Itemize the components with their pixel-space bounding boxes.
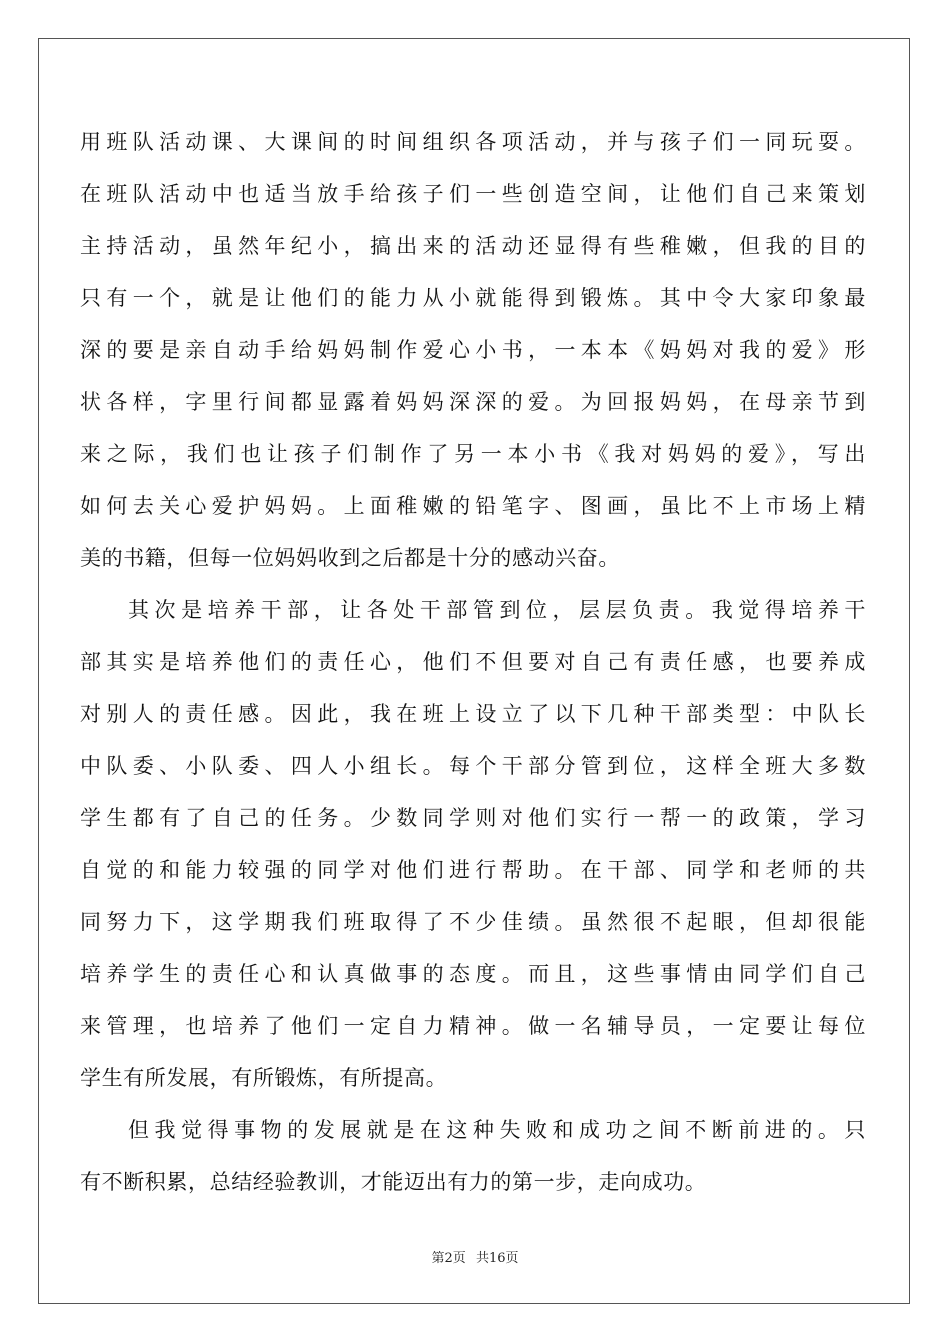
page-footer: [0, 1247, 950, 1266]
text-line: 深的要是亲自动手给妈妈制作爱心小书，一本本《妈妈对我的爱》形: [80, 338, 866, 362]
document-body: [80, 116, 866, 1208]
page-number: 第2页: [431, 1251, 466, 1266]
text-line: 但我觉得事物的发展就是在这种失败和成功之间不断前进的。只: [128, 1118, 866, 1142]
text-line: 中队委、小队委、四人小组长。每个干部分管到位，这样全班大多数: [80, 754, 866, 778]
text-line: 主持活动，虽然年纪小，搞出来的活动还显得有些稚嫩，但我的目的: [80, 234, 866, 258]
text-line: 只有一个，就是让他们的能力从小就能得到锻炼。其中令大家印象最: [80, 286, 866, 310]
text-line: 有不断积累，总结经验教训，才能迈出有力的第一步，走向成功。: [80, 1170, 707, 1194]
text-line: 对别人的责任感。因此，我在班上设立了以下几种干部类型：中队长: [80, 702, 866, 726]
text-line: 状各样，字里行间都显露着妈妈深深的爱。为回报妈妈，在母亲节到: [80, 390, 866, 414]
text-line: 学生都有了自己的任务。少数同学则对他们实行一帮一的政策，学习: [80, 806, 866, 830]
text-line: 来管理，也培养了他们一定自力精神。做一名辅导员，一定要让每位: [80, 1014, 866, 1038]
text-line: 其次是培养干部，让各处干部管到位，层层负责。我觉得培养干: [128, 598, 866, 622]
text-line: 美的书籍，但每一位妈妈收到之后都是十分的感动兴奋。: [80, 546, 620, 570]
text-line: 用班队活动课、大课间的时间组织各项活动，并与孩子们一同玩耍。: [80, 130, 866, 154]
text-line: 培养学生的责任心和认真做事的态度。而且，这些事情由同学们自己: [80, 962, 866, 986]
total-pages: 共16页: [475, 1251, 519, 1266]
text-line: 如何去关心爱护妈妈。上面稚嫩的铅笔字、图画，虽比不上市场上精: [80, 494, 866, 518]
text-line: 部其实是培养他们的责任心，他们不但要对自己有责任感，也要养成: [80, 650, 866, 674]
text-line: 同努力下，这学期我们班取得了不少佳绩。虽然很不起眼，但却很能: [80, 910, 866, 934]
text-line: 学生有所发展，有所锻炼，有所提高。: [80, 1066, 448, 1090]
text-line: 在班队活动中也适当放手给孩子们一些创造空间，让他们自己来策划: [80, 182, 866, 206]
text-line: 来之际，我们也让孩子们制作了另一本小书《我对妈妈的爱》，写出: [80, 442, 866, 466]
text-line: 自觉的和能力较强的同学对他们进行帮助。在干部、同学和老师的共: [80, 858, 866, 882]
